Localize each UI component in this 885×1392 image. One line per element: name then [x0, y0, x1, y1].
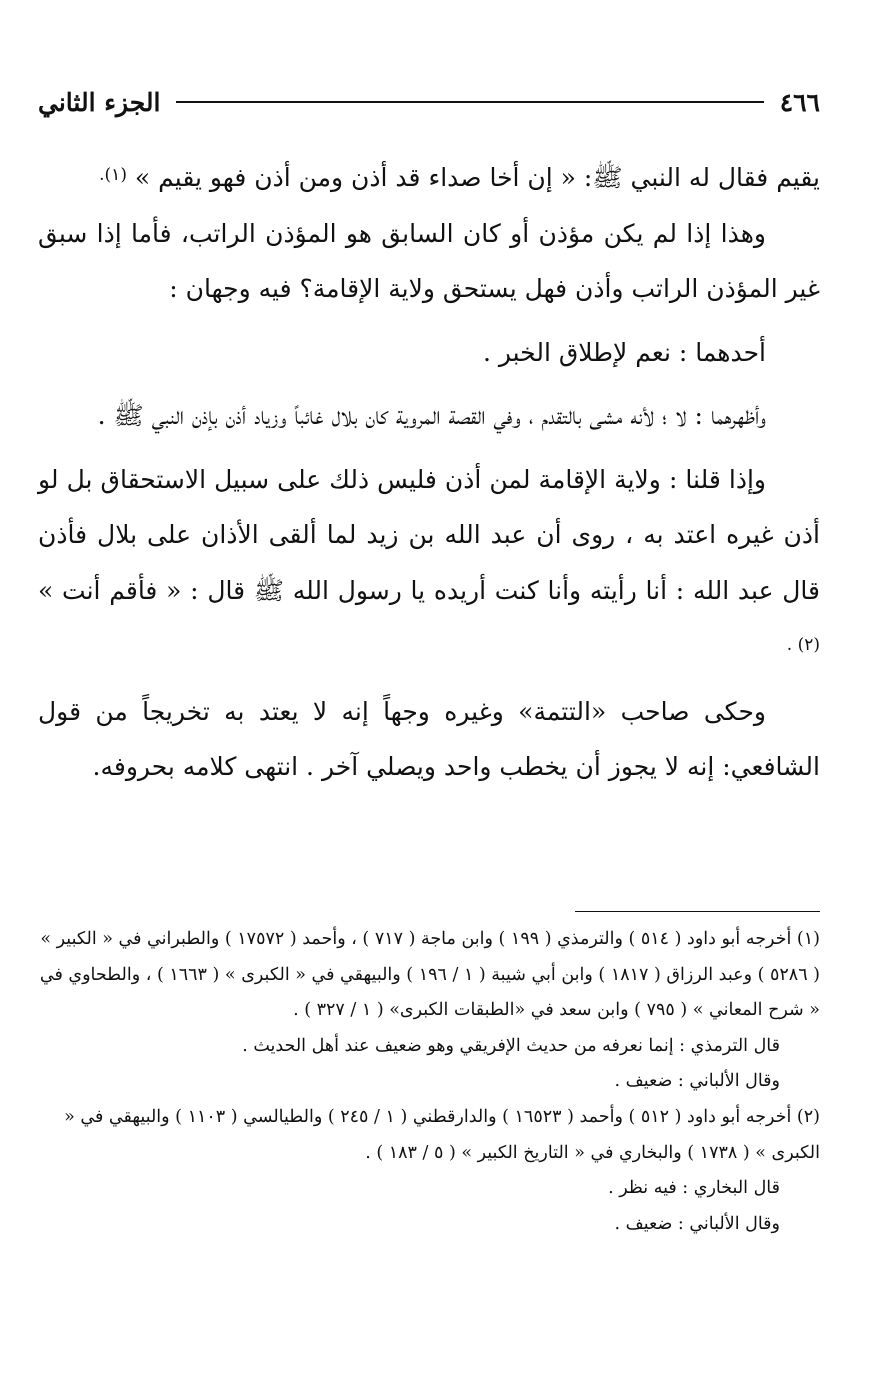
footnote-separator — [575, 911, 820, 912]
footnotes — [38, 922, 820, 1242]
page-number: ٤٦٦ — [779, 87, 820, 117]
paragraph-continuation — [38, 148, 820, 206]
running-title: الجزء الثاني — [38, 87, 161, 117]
footnote-comment: وقال الألباني : ضعيف . — [614, 1213, 780, 1234]
footnote-2: (٢) أخرجه أبو داود ( ٥١٢ ) وأحمد ( ١٦٥٢٣ ) والدارقطني ( ١ / ٢٤٥ ) والطيالسي ( ١١٠٣ ) والبيهقي في « الكبرى » ( ١٧٣٨ ) والبخاري في « التاريخ الكبير » ( ٥ / ١٨٣ ) . — [64, 1106, 820, 1163]
page-header — [38, 84, 820, 120]
main-text — [38, 148, 820, 795]
footnote-ref-1: (١). — [99, 165, 127, 185]
paragraph-text: وإذا قلنا : ولاية الإقامة لمن أذن فليس ذلك على سبيل الاستحقاق بل لو أذن غيره اعتد به ، روى أن عبد الله بن زيد لما ألقى الأذان على بلال فأذن قال عبد الله : أنا رأيته وأنا كنت أريده يا رسول الله ﷺ قال : « فأقم أنت » — [38, 464, 820, 605]
footnote-comment: قال الترمذي : إنما نعرفه من حديث الإفريقي وهو ضعيف عند أهل الحديث . — [242, 1035, 780, 1056]
header-rule — [176, 101, 763, 103]
footnote-comment: قال البخاري : فيه نظر . — [608, 1178, 780, 1199]
paragraph-text: يقيم فقال له النبي ﷺ: « إن أخا صداء قد أذن ومن أذن فهو يقيم » — [134, 163, 820, 192]
footnote-comment: وقال الألباني : ضعيف . — [614, 1071, 780, 1092]
paragraph: وحكى صاحب «التتمة» وغيره وجهاً إنه لا يعتد به تخريجاً من قول الشافعي: إنه لا يجوز أن يخطب واحد ويصلي آخر . انتهى كلامه بحروفه. — [38, 696, 820, 781]
paragraph: وهذا إذا لم يكن مؤذن أو كان السابق هو المؤذن الراتب، فأما إذا سبق غير المؤذن الراتب وأذن فهل يستحق ولاية الإقامة؟ فيه وجهان : — [38, 218, 820, 303]
footnote-ref-2: (٢) . — [786, 635, 820, 655]
paragraph: وأظهرهما : لا ؛ لأنه مشى بالتقدم ، وفي القصة المروية كان بلال غائباً وزياد أذن بإذن النبي ﷺ . — [97, 401, 766, 430]
paragraph: أحدهما : نعم لإطلاق الخبر . — [482, 337, 766, 367]
footnote-1: (١) أخرجه أبو داود ( ٥١٤ ) والترمذي ( ١٩٩ ) وابن ماجة ( ٧١٧ ) ، وأحمد ( ١٧٥٧٢ ) والطبراني في « الكبير » ( ٥٢٨٦ ) وعبد الرزاق ( ١٨١٧ ) وابن أبي شيبة ( ١ / ١٩٦ ) والبيهقي في « الكبرى » ( ١٦٦٣ ) ، والطحاوي في « شرح المعاني » ( ٧٩٥ ) وابن سعد في «الطبقات الكبرى» ( ١ / ٣٢٧ ) . — [39, 929, 820, 1021]
paragraph-continuation — [38, 452, 820, 676]
